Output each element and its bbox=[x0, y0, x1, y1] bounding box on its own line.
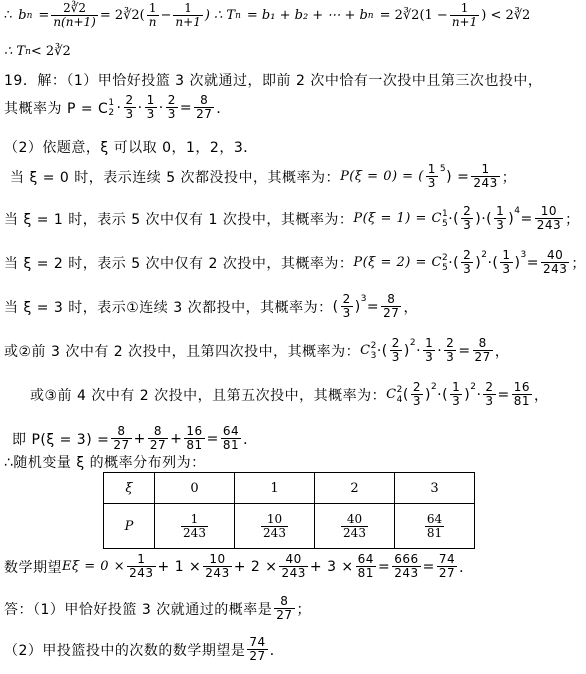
denominator: 243 bbox=[394, 566, 419, 580]
table-cell: 0 bbox=[155, 473, 235, 504]
paragraph-text: 或③前 4 次中有 2 次投中，且第五次投中，其概率为： bbox=[30, 387, 387, 404]
fraction bbox=[124, 94, 136, 121]
fraction bbox=[247, 636, 267, 663]
numerator: 1 bbox=[460, 1, 469, 15]
fraction bbox=[166, 94, 178, 121]
denominator: 3 bbox=[496, 218, 505, 232]
numerator: 8 bbox=[280, 594, 289, 608]
fraction bbox=[279, 553, 307, 580]
exponent: 2 bbox=[481, 249, 488, 260]
numerator: 8 bbox=[478, 336, 487, 350]
denominator: 3 bbox=[125, 107, 134, 121]
table-cell bbox=[395, 504, 475, 549]
numerator: 10 bbox=[209, 552, 226, 566]
table-cell: 2 bbox=[315, 473, 395, 504]
numerator: 2 bbox=[463, 204, 472, 218]
fraction bbox=[483, 381, 495, 408]
fraction bbox=[181, 513, 208, 540]
exponent: 4 bbox=[514, 205, 521, 216]
numerator: 1 bbox=[452, 380, 461, 394]
fraction bbox=[461, 205, 473, 232]
fraction bbox=[450, 2, 479, 29]
numerator: 64 bbox=[426, 511, 443, 526]
denominator: 27 bbox=[276, 608, 293, 622]
punctuation: ； bbox=[501, 169, 517, 186]
line-q19-part1 bbox=[4, 70, 573, 90]
line-xi-2: 当 ξ = 2 时，表示 5 次中仅有 2 次投中，其概率为： P(ξ = 2) = C 2 5 ·( $\frac{2}{3}$ ) 2 ·( $\frac{1}{3}$ ) 3 = $\frac{40}{243}$ ； bbox=[4, 248, 586, 276]
denominator: 243 bbox=[183, 525, 206, 540]
numerator: 74 bbox=[438, 552, 456, 566]
line-xi-3-case2: 或②前 3 次中有 2 次投中，且第四次投中，其概率为： C 2 3 ·( $\frac{2}{3}$ ) 2 · $\frac{1}{3}$ · $\frac{2}{3}$ = $\frac{8}{27}$ ， bbox=[4, 336, 510, 364]
expr-text: < 2∛2 bbox=[30, 44, 71, 59]
table-cell: 3 bbox=[395, 473, 475, 504]
fraction bbox=[203, 553, 231, 580]
fraction bbox=[184, 425, 204, 452]
fraction bbox=[425, 513, 444, 540]
paragraph-text: 当 ξ = 0 时，表示连续 5 次都没投中，其概率为： bbox=[10, 169, 341, 186]
fraction bbox=[444, 337, 456, 364]
fraction bbox=[541, 249, 569, 276]
numerator: 2 bbox=[167, 93, 176, 107]
numerator: 10 bbox=[540, 204, 558, 218]
punctuation: ． bbox=[216, 100, 231, 117]
paragraph-text: 19．解：（1）甲恰好投篮 3 次就通过，即前 2 次中恰有一次投中且第三次也投中， bbox=[4, 73, 543, 89]
subscript: 5 bbox=[441, 218, 449, 229]
fraction bbox=[148, 425, 168, 452]
numerator: 40 bbox=[547, 248, 564, 262]
equals: ) = bbox=[446, 168, 470, 185]
line-xi-3-case3: 或③前 4 次中有 2 次投中，且第五次投中，其概率为： C 2 4 ( $\frac{2}{3}$ ) 2 ·( $\frac{1}{3}$ ) 2 · $\frac{2}{3}$ = $\frac{16}{81}$ ， bbox=[30, 380, 549, 408]
denominator: 243 bbox=[473, 176, 498, 190]
denominator: 81 bbox=[426, 525, 443, 540]
denominator: 3 bbox=[452, 394, 461, 408]
denominator: 27 bbox=[438, 566, 456, 580]
fraction bbox=[341, 293, 353, 320]
expr-text: 即 P(ξ = 3) = bbox=[12, 431, 110, 448]
numerator: 40 bbox=[346, 511, 363, 526]
paragraph-text: 或②前 3 次中有 2 次投中，且第四次投中，其概率为： bbox=[4, 343, 361, 360]
paragraph-text: ∴随机变量 ξ 的概率分布列为： bbox=[4, 455, 206, 471]
fraction bbox=[411, 381, 423, 408]
denominator: 3 bbox=[146, 107, 155, 121]
numerator: 8 bbox=[153, 424, 163, 438]
paragraph-text: 当 ξ = 1 时，表示 5 次中仅有 1 次投中，其概率为： bbox=[4, 211, 354, 228]
subscript: 5 bbox=[441, 262, 449, 273]
equals: = bbox=[526, 254, 539, 271]
expr-text: ) < 2∛2 bbox=[481, 8, 531, 23]
table-cell bbox=[235, 504, 315, 549]
line-bn-formula: ∴ b n = $\frac{2∛2}{n(n+1)}$ = 2∛2( $\frac{1}{n}$ − $\frac{1}{n+1}$ ) ∴ T n = b₁ + b₂ + ⋯ + b n = 2∛2(1 − $\frac{1}{n+1}$ ) < 2∛2 bbox=[4, 1, 531, 29]
fraction bbox=[426, 163, 438, 190]
fraction bbox=[450, 381, 462, 408]
denominator: 27 bbox=[474, 350, 491, 364]
table-cell: 1 bbox=[235, 473, 315, 504]
denominator: n bbox=[148, 15, 157, 29]
numerator: 2 bbox=[391, 336, 400, 350]
denominator: 3 bbox=[485, 394, 494, 408]
denominator: 3 bbox=[427, 176, 436, 190]
punctuation: ； bbox=[296, 601, 311, 618]
numerator: 666 bbox=[394, 552, 419, 566]
superscript: 1 bbox=[441, 208, 449, 219]
numerator: 64 bbox=[222, 424, 240, 438]
denominator: 243 bbox=[536, 218, 562, 232]
fraction bbox=[261, 513, 288, 540]
exponent: 5 bbox=[439, 163, 447, 174]
expr-text: = 2∛2(1 − bbox=[379, 8, 448, 23]
denominator: n+1 bbox=[451, 15, 478, 29]
numerator: 40 bbox=[285, 552, 302, 566]
numerator: 1 bbox=[481, 162, 490, 176]
numerator: 1 bbox=[137, 552, 146, 566]
numerator: 1 bbox=[146, 93, 155, 107]
dot: · bbox=[116, 99, 122, 116]
superscript: 1 bbox=[108, 97, 115, 108]
punctuation: ． bbox=[243, 431, 258, 448]
distribution-table bbox=[103, 472, 475, 549]
combination-indices bbox=[108, 98, 114, 118]
denominator: 243 bbox=[129, 566, 154, 580]
b-symbol: b bbox=[18, 8, 27, 23]
fraction bbox=[147, 2, 159, 29]
denominator: 3 bbox=[502, 262, 511, 276]
denominator: 243 bbox=[205, 566, 230, 580]
fraction bbox=[461, 249, 473, 276]
line-xi-1: 当 ξ = 1 时，表示 5 次中仅有 1 次投中，其概率为： P(ξ = 1) = C 1 5 ·( $\frac{2}{3}$ )·( $\frac{1}{3}$ ) 4 = $\frac{10}{243}$ ； bbox=[4, 204, 580, 232]
line-xi-3-total: 即 P(ξ = 3) = $\frac{8}{27}$ + $\frac{8}{27}$ + $\frac{16}{81}$ = $\frac{64}{81}$ ． bbox=[12, 424, 258, 452]
denominator: 81 bbox=[357, 566, 374, 580]
equals: = bbox=[520, 210, 533, 227]
table-row bbox=[104, 504, 475, 549]
denominator: n(n+1) bbox=[53, 15, 96, 29]
expr-text: ∴ T bbox=[4, 44, 26, 59]
denominator: 27 bbox=[249, 649, 266, 663]
subscript: 4 bbox=[396, 394, 403, 405]
punctuation: ， bbox=[534, 387, 549, 404]
superscript: 2 bbox=[370, 340, 377, 351]
numerator: 2 bbox=[446, 336, 455, 350]
fraction bbox=[423, 337, 435, 364]
expr-text: P(ξ = 1) = C bbox=[353, 211, 442, 226]
numerator: 16 bbox=[186, 424, 203, 438]
expr-text: + 1 × bbox=[157, 558, 202, 575]
denominator: 3 bbox=[391, 350, 400, 364]
punctuation: ， bbox=[494, 343, 510, 360]
table-header-row bbox=[104, 473, 475, 504]
denominator: n+1 bbox=[175, 15, 201, 29]
equals: = bbox=[377, 558, 391, 575]
paragraph-text: （2）甲投篮投中的次数的数学期望是 bbox=[4, 642, 246, 659]
exponent: 3 bbox=[360, 293, 367, 304]
exponent: 3 bbox=[520, 249, 527, 260]
numerator: 8 bbox=[200, 93, 209, 107]
denominator: 27 bbox=[149, 438, 167, 452]
line-xi-3-case1: 当 ξ = 3 时，表示①连续 3 次都投中，其概率为： ( $\frac{2}{3}$ ) 3 = $\frac{8}{27}$ ， bbox=[4, 292, 418, 320]
combination-symbol: C bbox=[386, 387, 397, 402]
punctuation: ． bbox=[269, 642, 285, 659]
paragraph-text: 答：（1）甲恰好投篮 3 次就通过的概率是 bbox=[4, 601, 273, 618]
numerator: 8 bbox=[387, 292, 396, 306]
numerator: 10 bbox=[266, 511, 283, 526]
expr-text: + 2 × bbox=[233, 558, 278, 575]
exponent: 2 bbox=[409, 337, 417, 348]
exponent: 2 bbox=[470, 381, 477, 392]
numerator: 74 bbox=[249, 635, 266, 649]
expr-text: 其概率为 P = C bbox=[4, 100, 109, 117]
fraction bbox=[111, 425, 131, 452]
fraction bbox=[500, 249, 512, 276]
subscript: 2 bbox=[108, 107, 115, 118]
denominator: 81 bbox=[222, 438, 240, 452]
line-part1-probability bbox=[4, 94, 573, 121]
dot: · bbox=[158, 99, 164, 116]
numerator: 1 bbox=[502, 248, 511, 262]
denominator: 81 bbox=[513, 394, 531, 408]
denominator: 243 bbox=[343, 525, 366, 540]
combination-symbol: C bbox=[360, 343, 371, 358]
denominator: 3 bbox=[425, 350, 434, 364]
numerator: 2∛2 bbox=[63, 1, 87, 15]
superscript: 2 bbox=[396, 384, 403, 395]
numerator: 2 bbox=[463, 248, 472, 262]
fraction bbox=[437, 553, 457, 580]
table-cell bbox=[315, 504, 395, 549]
equals: = bbox=[422, 558, 435, 575]
equals: = bbox=[366, 298, 380, 315]
numerator: 1 bbox=[184, 1, 192, 15]
denominator: 243 bbox=[281, 566, 306, 580]
expr-text: = 2∛2( bbox=[99, 8, 145, 23]
numerator: 1 bbox=[190, 511, 199, 526]
numerator: 2 bbox=[412, 380, 421, 394]
line-answer-2 bbox=[4, 636, 573, 663]
fraction bbox=[341, 513, 368, 540]
exponent: 2 bbox=[430, 381, 438, 392]
fraction bbox=[512, 381, 532, 408]
subscript: 3 bbox=[370, 350, 377, 361]
equals: = bbox=[179, 99, 193, 116]
fraction bbox=[381, 293, 401, 320]
therefore-symbol: ∴ bbox=[4, 8, 13, 23]
line-tn-bound: ∴ T n < 2∛2 bbox=[4, 44, 71, 59]
denominator: 27 bbox=[196, 107, 213, 121]
line-expectation bbox=[4, 553, 573, 580]
fraction bbox=[194, 94, 214, 121]
fraction bbox=[145, 94, 157, 121]
denominator: 3 bbox=[412, 394, 421, 408]
expr-text: = b₁ + b₂ + ⋯ + b bbox=[246, 8, 368, 23]
numerator: 1 bbox=[427, 162, 436, 176]
paragraph-text: 当 ξ = 3 时，表示①连续 3 次都投中，其概率为： bbox=[4, 299, 333, 316]
equals: = bbox=[38, 8, 50, 23]
superscript: 2 bbox=[441, 252, 449, 263]
expr-text: P(ξ = 2) = C bbox=[353, 255, 442, 270]
line-part2-intro bbox=[4, 137, 573, 157]
numerator: 2 bbox=[125, 93, 134, 107]
fraction bbox=[390, 337, 402, 364]
fraction bbox=[173, 2, 202, 29]
denominator: 27 bbox=[113, 438, 130, 452]
paragraph-text: 数学期望 bbox=[4, 559, 62, 576]
line-answer-1 bbox=[4, 595, 573, 622]
denominator: 27 bbox=[383, 306, 400, 320]
denominator: 243 bbox=[263, 525, 286, 540]
paragraph-text: 当 ξ = 2 时，表示 5 次中仅有 2 次投中，其概率为： bbox=[4, 255, 354, 272]
punctuation: ； bbox=[565, 211, 580, 228]
equals: = bbox=[458, 342, 471, 359]
fraction bbox=[274, 595, 294, 622]
numerator: 2 bbox=[485, 380, 494, 394]
minus: − bbox=[160, 8, 172, 23]
table-cell: ξ bbox=[104, 473, 155, 504]
numerator: 1 bbox=[496, 204, 505, 218]
expr-text: Eξ = 0 × bbox=[62, 559, 126, 574]
numerator: 8 bbox=[117, 424, 126, 438]
dot: · bbox=[137, 99, 143, 116]
fraction bbox=[127, 553, 155, 580]
expr-text: P(ξ = 0) = ( bbox=[340, 169, 424, 184]
fraction bbox=[356, 553, 376, 580]
punctuation: ， bbox=[403, 299, 418, 316]
punctuation: ； bbox=[571, 255, 586, 272]
line-distribution-intro bbox=[4, 452, 573, 472]
denominator: 3 bbox=[446, 350, 455, 364]
numerator: 64 bbox=[357, 552, 374, 566]
line-xi-0 bbox=[10, 163, 573, 190]
fraction bbox=[473, 337, 493, 364]
punctuation: ． bbox=[459, 559, 474, 576]
denominator: 3 bbox=[167, 107, 176, 121]
paragraph-text: （2）依题意，ξ 可以取 0，1，2，3． bbox=[4, 140, 258, 156]
denominator: 243 bbox=[542, 262, 568, 276]
fraction bbox=[392, 553, 420, 580]
numerator: 2 bbox=[342, 292, 351, 306]
fraction bbox=[494, 205, 506, 232]
expr-text: + 3 × bbox=[309, 558, 354, 575]
numerator: 1 bbox=[148, 1, 157, 15]
numerator: 16 bbox=[513, 380, 531, 394]
fraction bbox=[221, 425, 241, 452]
table-cell: P bbox=[104, 504, 155, 549]
numerator: 1 bbox=[425, 336, 434, 350]
equals: = bbox=[497, 386, 510, 403]
fraction bbox=[471, 163, 499, 190]
fraction bbox=[51, 2, 98, 29]
expr-text: ) ∴ T bbox=[204, 8, 236, 23]
denominator: 3 bbox=[342, 306, 351, 320]
fraction bbox=[535, 205, 563, 232]
table-cell bbox=[155, 504, 235, 549]
denominator: 81 bbox=[186, 438, 203, 452]
denominator: 3 bbox=[463, 262, 472, 276]
denominator: 3 bbox=[463, 218, 472, 232]
